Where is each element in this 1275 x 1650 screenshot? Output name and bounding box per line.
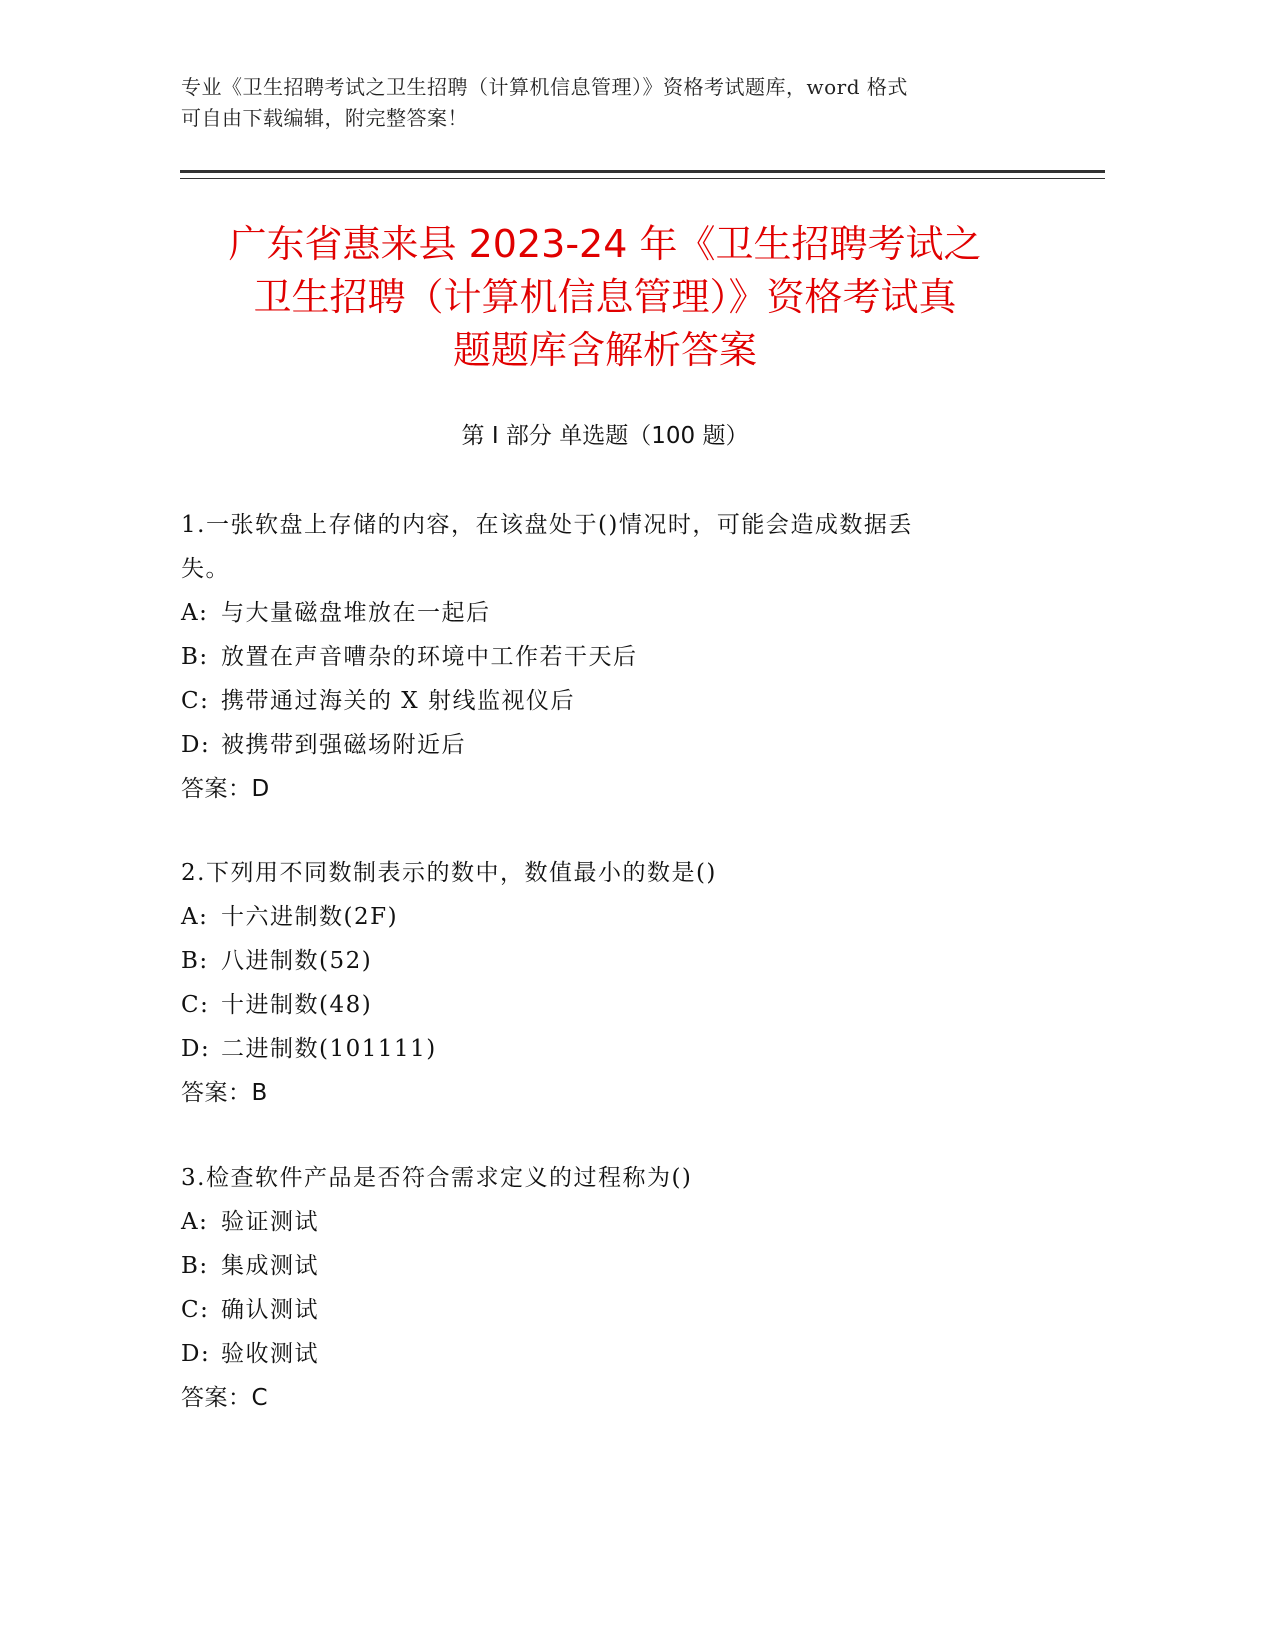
title-line: 广东省惠来县 2023-24 年《卫生招聘考试之 bbox=[228, 222, 982, 266]
question-stem-line: 1.一张软盘上存储的内容，在该盘处于()情况时，可能会造成数据丢 bbox=[181, 512, 913, 538]
option-text: 被携带到强磁场附近后 bbox=[221, 732, 466, 758]
header-divider-thin bbox=[180, 178, 1105, 179]
question-stem bbox=[181, 503, 1051, 591]
header-divider-thick bbox=[180, 170, 1105, 173]
option-key: D: bbox=[181, 1341, 211, 1367]
answer-line: 答案：B bbox=[181, 1080, 268, 1106]
option-a bbox=[181, 591, 1051, 635]
option-b bbox=[181, 1244, 1051, 1288]
option-key: D: bbox=[181, 732, 211, 758]
header-note bbox=[181, 72, 1041, 134]
option-text: 八进制数(52) bbox=[221, 948, 373, 974]
option-key: C: bbox=[181, 688, 210, 714]
option-key: B: bbox=[181, 1253, 209, 1279]
answer-line: 答案：D bbox=[181, 776, 270, 802]
question-stem bbox=[181, 1156, 1051, 1200]
question-block bbox=[181, 503, 1051, 811]
option-d bbox=[181, 723, 1051, 767]
option-text: 携带通过海关的 X 射线监视仪后 bbox=[221, 688, 575, 714]
question-stem bbox=[181, 851, 1051, 895]
answer-line: 答案：C bbox=[181, 1385, 269, 1411]
option-b bbox=[181, 635, 1051, 679]
option-d bbox=[181, 1027, 1051, 1071]
option-key: A: bbox=[181, 904, 209, 930]
option-key: C: bbox=[181, 1297, 210, 1323]
option-text: 十六进制数(2F) bbox=[221, 904, 399, 930]
option-key: A: bbox=[181, 600, 209, 626]
option-text: 放置在声音嘈杂的环境中工作若干天后 bbox=[221, 644, 638, 670]
option-key: D: bbox=[181, 1036, 211, 1062]
option-a bbox=[181, 1200, 1051, 1244]
option-d bbox=[181, 1332, 1051, 1376]
header-note-line: 专业《卫生招聘考试之卫生招聘（计算机信息管理）》资格考试题库，word 格式 bbox=[181, 75, 908, 99]
section-heading: 第 I 部分 单选题（100 题） bbox=[461, 423, 749, 449]
title-line: 题题库含解析答案 bbox=[452, 328, 757, 372]
option-a bbox=[181, 895, 1051, 939]
option-text: 与大量磁盘堆放在一起后 bbox=[221, 600, 491, 626]
question-block bbox=[181, 851, 1051, 1115]
question-stem-line: 3.检查软件产品是否符合需求定义的过程称为() bbox=[181, 1165, 693, 1191]
option-key: A: bbox=[181, 1209, 209, 1235]
option-key: C: bbox=[181, 992, 210, 1018]
option-text: 验收测试 bbox=[221, 1341, 319, 1367]
option-b bbox=[181, 939, 1051, 983]
title-line: 卫生招聘（计算机信息管理）》资格考试真 bbox=[253, 275, 957, 319]
option-text: 十进制数(48) bbox=[221, 992, 373, 1018]
option-c bbox=[181, 679, 1051, 723]
option-c bbox=[181, 1288, 1051, 1332]
option-text: 确认测试 bbox=[221, 1297, 319, 1323]
option-text: 验证测试 bbox=[221, 1209, 319, 1235]
document-title bbox=[170, 218, 1040, 377]
question-stem-line: 2.下列用不同数制表示的数中，数值最小的数是() bbox=[181, 860, 717, 886]
option-key: B: bbox=[181, 644, 209, 670]
option-text: 集成测试 bbox=[221, 1253, 319, 1279]
option-text: 二进制数(101111) bbox=[221, 1036, 437, 1062]
question-stem-line: 失。 bbox=[181, 556, 230, 582]
option-key: B: bbox=[181, 948, 209, 974]
question-block bbox=[181, 1156, 1051, 1420]
option-c bbox=[181, 983, 1051, 1027]
header-note-line: 可自由下载编辑，附完整答案！ bbox=[181, 106, 468, 130]
